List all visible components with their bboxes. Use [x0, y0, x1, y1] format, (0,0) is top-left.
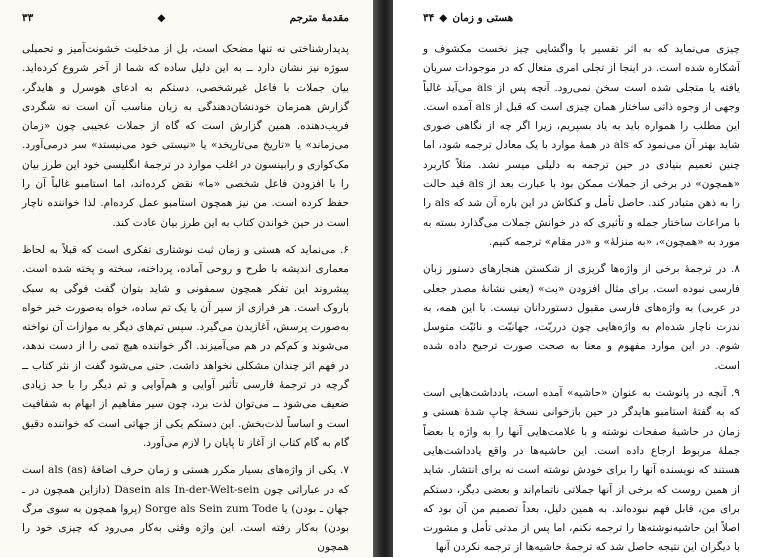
left-page-text [22, 40, 349, 558]
right-page-text [423, 40, 740, 558]
diamond-icon: ◆ [439, 12, 448, 24]
paragraph: ۹. آنچه در پانوشت به عنوان «حاشیه» آمده است، یادداشت‌هایی است که به گفتهٔ استامبو هایدگر در حین بازخوانی نسخهٔ چاپ شدهٔ هستی و زمان در حاشیهٔ صفحات نوشته و با علامت‌هایی آنها را به واژه یا بعضاً جملهٔ مربوط ارجاع داده است. این حاشیه‌ها در واقع یادداشت‌هایی هستند که نویسنده آنها را برای خودش نوشته است نه برای انتشار. شاید از همین روست که برخی از آنها جملاتی ناتمام‌اند و بعضی دیگر، دستکم برای من، قابل فهم نبوده‌اند. به همین دلیل، بعداً تصمیم من آن بود که اصلاً این حاشیه‌نوشته‌ها را ترجمه نکنم، اما پس از مدتی تأمل و مشورت با دیگران این نتیجه حاصل شد که ترجمهٔ حاشیه‌ها از ترجمه نکردن آنها [423, 387, 740, 554]
page-number-left: ۳۳ [22, 12, 34, 24]
paragraph: ۸. در ترجمهٔ برخی از واژه‌ها گریزی از شکستن هنجارهای دستور زبان فارسی نبوده است. برای مثال افزودن «یت» (یعنی نشانهٔ مصدر جعلی در عربی) به واژه‌های فارسی مقبول دستوردانان نیست. با این همه، به ندرت ناچار شده‌ام به واژه‌هایی چون درریّت، جهانیّت و نائیّت متوسل شوم. در این موارد مفهوم و معنا به صحت صورت ترجیح داده شده است. [423, 263, 740, 372]
paragraph: چیزی می‌نماید که به اثر تفسیر یا واگشایی چیز نخست مکشوف و آشکاره شده است. در اینجا از تجلی امری متعال که در موجودات سریان یافته یا متجلی شده است سخن نمی‌رود. آنچه پس از als می‌آید غالباً وجهی از وجوه ذاتی ساختار همان چیزی است که قبل از als آمده است. این مطلب را همواره باید به یاد بسپریم، زیرا اگر چه از نگاهی صوری شاید بهتر آن می‌نمود که als در همهٔ موارد با یک معادل ترجمه شود، اما چنین تعمیم بنیادی در حین ترجمه به دلیلی میسر نشد. مثلاً کاربرد «همچون» در برخی از جملات ممکن بود با عبارت بعد از als قید حالت را به ذهن متبادر کند. حاصل تأمل و کنکاش در این باره آن شد که als را با مراعات ساختار جمله و تأثیری که در خوانش جملات می‌گذارد بسته به مورد به «همچون»، «به منزلهٔ» و «در مقام» ترجمه کنیم. [423, 43, 741, 248]
left-page-header [22, 10, 349, 26]
page-number-right: ۳۴ [423, 12, 435, 24]
left-page [0, 0, 373, 557]
book-spine [373, 0, 393, 557]
paragraph: ۷. یکی از واژه‌های بسیار مکرر هستی و زمان حرف اضافهٔ als (as) است که در عباراتی چون Dasein als In-der-Welt-sein (دازاین همچون در ـ جهان ـ بودن) یا Sorge als Sein zum Tode (پروا همچون به سوی مرگ بودن) به‌کار رفته است. این واژه وقتی به‌کار می‌رود که چیزی خود را همچون [22, 464, 350, 554]
paragraph: پدیدارشناختی نه تنها مضحک است، بل از مدخلیت خشونت‌آمیز و تحمیلی سوژه نیز نشان دارد ــ به این دلیل ساده که شما از آخر شروع کرده‌اید. بیان جملات با فاعل غیرشخصی، دستکم به ادعای هوسرل و هایدگر، گزارش همزمان خودنشان‌دهندگی به زبان مناسب آن است نه شگردی فریب‌دهنده. همین گزارش است که گاه از جملات عجیبی چون «زمان می‌زماند» یا «تاریخ می‌تاریخد» یا «نیستی خود می‌نیستد» سر درمی‌آورد. مک‌کواری و رابینسون در اغلب موارد در ترجمهٔ انگلیسی خود این طرز بیان را با افزودن فاعل شخصی «ما» نقض کرده‌اند، اما استامبو غالباً آن را حفظ کرده است. من نیز همچون استامبو عمل کرده‌ام. لذا خواننده ناچار است در حین خواندن کتاب به این طرز بیان عادت کند. [22, 43, 349, 229]
running-title-right: هستی و زمان [452, 12, 514, 24]
paragraph: ۶. می‌نماید که هستی و زمان ثبت نوشتاری تفکری است که قبلاً به لحاظ معماری اندیشه با طرح و روحی آماده، پرداخته، سخته و پخته شده است. پیشروند این تفکر همچون سمفونی و شاید بتوان گفت فوگی به سبک باروک است. هر فرازی از سیر آن یا یک تم ساده، خواه به‌صورت خبر خواه به‌صورت پرسش، آغازیدن می‌گیرد. سپس تم‌های دیگر به موازات آن نواخته می‌شوند و کم‌کم در هم می‌آمیزند. اگر خواننده هیچ تمی را از دست ندهد، در فهم اثر چندان مشکلی نخواهد داشت. حتی می‌شود گفت از نثر کتاب ــ گرچه در ترجمهٔ فارسی تأثیر آوایی و هم‌آوایی و تم دیگر را با حد زیادی ضعیف می‌شود ــ می‌توان لذت برد، چون سیر مفاهیم از ابهام به شفافیت است و اساساً لذت‌بخش. این دستکم یکی از جهاتی است که خواننده دقیق گام به گام کتاب از آغاز تا پایان را لازم می‌آورد. [22, 243, 349, 449]
running-title-left: مقدمهٔ مترجم [289, 12, 349, 24]
right-page [393, 0, 768, 557]
diamond-icon: ◆ [157, 12, 166, 24]
right-page-header [423, 10, 513, 26]
